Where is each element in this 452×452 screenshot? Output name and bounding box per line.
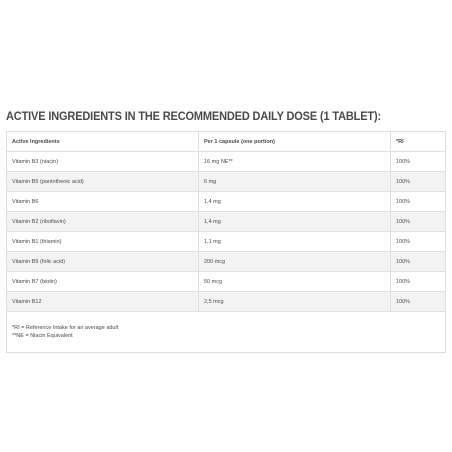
header-active-ingredients: Active Ingredients (7, 132, 199, 152)
table-row (7, 212, 446, 232)
ingredient-ri: 100% (391, 152, 446, 172)
ingredient-name: Vitamin B5 (pantothenic acid) (7, 172, 199, 192)
header-ri: *RI (391, 132, 446, 152)
ingredient-name: Vitamin B2 (riboflavin) (7, 212, 199, 232)
ingredient-amount: 50 mcg (199, 272, 391, 292)
header-per-capsule: Per 1 capsule (one portion) (199, 132, 391, 152)
ingredient-name: Vitamin B1 (thiamin) (7, 232, 199, 252)
table-row (7, 192, 446, 212)
ingredient-ri: 100% (391, 192, 446, 212)
ingredient-name: Vitamin B9 (folic acid) (7, 252, 199, 272)
ingredient-amount: 1,1 mg (199, 232, 391, 252)
table-row (7, 252, 446, 272)
ingredient-amount: 6 mg (199, 172, 391, 192)
footnote-row (7, 312, 446, 353)
footnote-ri: *RI = Reference Intake for an average adult (12, 325, 119, 331)
ingredient-amount: 200 mcg (199, 252, 391, 272)
table-row (7, 152, 446, 172)
ingredient-amount: 1,4 mg (199, 192, 391, 212)
ingredient-ri: 100% (391, 232, 446, 252)
page-title: ACTIVE INGREDIENTS IN THE RECOMMENDED DAILY DOSE (1 TABLET): (6, 109, 382, 123)
ingredient-amount: 2,5 mcg (199, 292, 391, 312)
table-row (7, 272, 446, 292)
ingredient-name: Vitamin B3 (niacin) (7, 152, 199, 172)
ingredient-name: Vitamin B7 (biotin) (7, 272, 199, 292)
ingredient-ri: 100% (391, 212, 446, 232)
footnotes (7, 312, 446, 353)
ingredient-amount: 1,4 mg (199, 212, 391, 232)
table-row (7, 292, 446, 312)
footnote-ne: **NE = Niacin Equivalent (12, 333, 73, 339)
ingredient-amount: 16 mg NE** (199, 152, 391, 172)
ingredient-ri: 100% (391, 292, 446, 312)
table-header-row (7, 132, 446, 152)
ingredient-ri: 100% (391, 172, 446, 192)
table-row (7, 232, 446, 252)
ingredient-ri: 100% (391, 272, 446, 292)
ingredient-name: Vitamin B6 (7, 192, 199, 212)
ingredients-table (6, 131, 446, 353)
ingredient-name: Vitamin B12 (7, 292, 199, 312)
ingredient-ri: 100% (391, 252, 446, 272)
table-row (7, 172, 446, 192)
